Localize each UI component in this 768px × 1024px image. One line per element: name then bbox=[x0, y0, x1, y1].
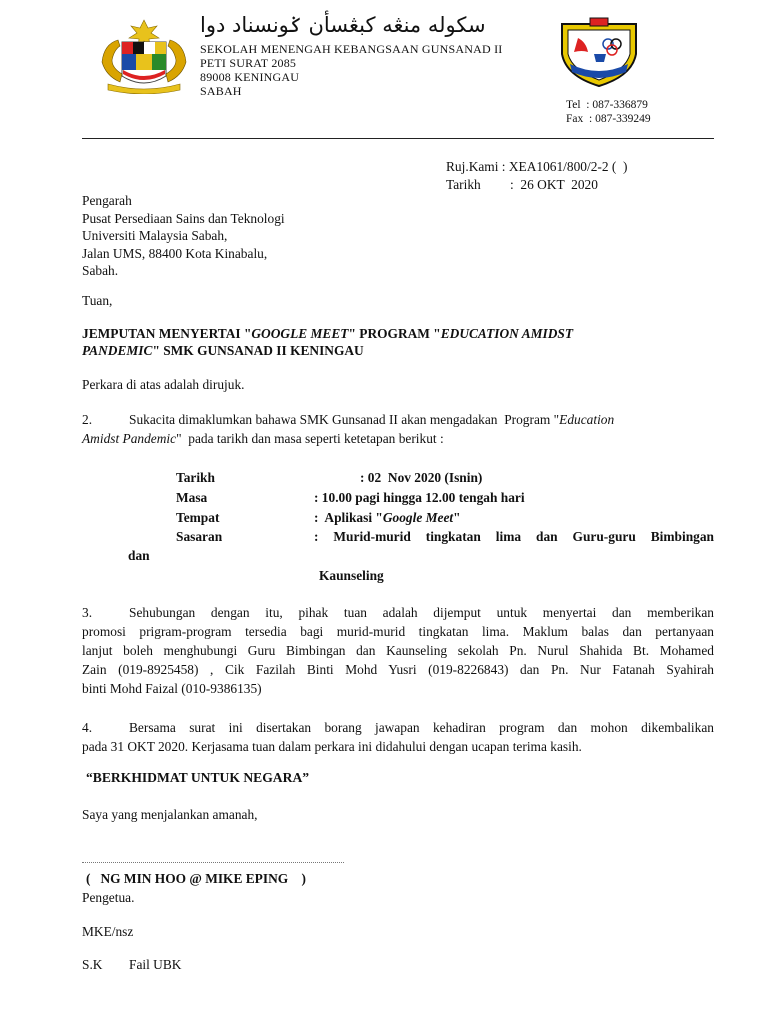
paragraph-line: lanjut boleh menghubungi Guru Bimbingan dan Kaunseling sekolah Pn. Nurul Shahida Bt. Mohamed bbox=[82, 643, 714, 658]
detail-italic: Google Meet bbox=[382, 510, 454, 525]
date-value: : 26 OKT 2020 bbox=[510, 177, 598, 192]
detail-text: " bbox=[453, 510, 461, 525]
paragraph-2 bbox=[82, 410, 714, 448]
detail-label-tempat: Tempat bbox=[176, 510, 220, 525]
salutation: Tuan, bbox=[82, 293, 113, 308]
coat-of-arms-logo bbox=[92, 16, 196, 94]
recipient-line: Universiti Malaysia Sabah, bbox=[82, 228, 228, 243]
paragraph-line: Zain (019-8925458) , Cik Fazilah Binti Mohd Yusri (019-8226843) dan Pn. Nur Fatanah Syahirah bbox=[82, 662, 714, 677]
fax-number: Fax : 087-339249 bbox=[566, 113, 651, 125]
paragraph-italic: Education bbox=[559, 412, 615, 427]
subject-italic: PANDEMIC bbox=[82, 343, 153, 358]
subject-heading bbox=[82, 325, 714, 359]
paragraph-line: Sehubungan dengan itu, pihak tuan adalah dijemput untuk menyertai dan memberikan bbox=[129, 605, 714, 620]
subject-text: " PROGRAM " bbox=[348, 326, 441, 341]
header-divider bbox=[82, 138, 714, 139]
detail-text: : Aplikasi " bbox=[314, 510, 383, 525]
recipient-line: Pusat Persediaan Sains dan Teknologi bbox=[82, 210, 285, 226]
school-crest-logo bbox=[554, 16, 644, 88]
closing-line: Saya yang menjalankan amanah, bbox=[82, 807, 258, 822]
paragraph-3-number: 3. bbox=[82, 605, 93, 620]
subject-text: JEMPUTAN MENYERTAI " bbox=[82, 326, 252, 341]
paragraph-line: pada 31 OKT 2020. Kerjasama tuan dalam perkara ini didahului dengan ucapan terima kasih. bbox=[82, 739, 582, 754]
tel-number: Tel : 087-336879 bbox=[566, 99, 648, 111]
recipient-line: Jalan UMS, 88400 Kota Kinabalu, bbox=[82, 245, 268, 261]
subject-text: " SMK GUNSANAD II KENINGAU bbox=[152, 343, 364, 358]
detail-label-masa: Masa bbox=[176, 490, 208, 505]
paragraph-line: Bersama surat ini disertakan borang jawapan kehadiran program dan mohon dikembalikan bbox=[129, 720, 714, 735]
address-line-3: SABAH bbox=[200, 84, 242, 98]
school-name-jawi: سکوله منڠه کبڠسأن ݢونسناد دوا bbox=[200, 13, 486, 37]
paragraph-4 bbox=[82, 718, 714, 756]
paragraph-text: " pada tarikh dan masa seperti ketetapan berikut : bbox=[176, 431, 444, 446]
detail-label-tarikh: Tarikh bbox=[176, 470, 215, 485]
address-line-2: 89008 KENINGAU bbox=[200, 70, 300, 84]
subject-italic: EDUCATION AMIDST bbox=[440, 326, 574, 341]
paragraph-2-number: 2. bbox=[82, 412, 93, 427]
detail-value-masa: : 10.00 pagi hingga 12.00 tengah hari bbox=[314, 490, 525, 505]
paragraph-3 bbox=[82, 603, 714, 698]
detail-sasaran-cont: Kaunseling bbox=[319, 568, 384, 583]
detail-value-sasaran: : Murid-murid tingkatan lima dan Guru-guru Bimbingan bbox=[314, 529, 714, 544]
detail-label-sasaran: Sasaran bbox=[176, 529, 223, 544]
paragraph-italic: Amidst Pandemic bbox=[82, 431, 177, 446]
detail-sasaran-dan: dan bbox=[128, 548, 150, 563]
paragraph-text: Sukacita dimaklumkan bahawa SMK Gunsanad II akan mengadakan Program " bbox=[129, 412, 560, 427]
recipient-line: Sabah. bbox=[82, 263, 119, 278]
paragraph-4-number: 4. bbox=[82, 720, 93, 735]
address-line-1: PETI SURAT 2085 bbox=[200, 56, 297, 70]
signatory-name: ( NG MIN HOO @ MIKE EPING ) bbox=[86, 871, 307, 886]
paragraph-line: promosi prigram-program tersedia bagi murid-murid tingkatan lima. Maklum balas dan pertanyaan bbox=[82, 624, 714, 639]
intro-paragraph: Perkara di atas adalah dirujuk. bbox=[82, 377, 245, 392]
reference-initials: MKE/nsz bbox=[82, 924, 134, 939]
paragraph-line: binti Mohd Faizal (010-9386135) bbox=[82, 681, 262, 696]
motto: “BERKHIDMAT UNTUK NEGARA” bbox=[86, 770, 310, 785]
reference-number: Ruj.Kami : XEA1061/800/2-2 ( ) bbox=[446, 159, 628, 174]
subject-italic: GOOGLE MEET bbox=[251, 326, 349, 341]
signature-line bbox=[82, 862, 344, 863]
detail-value-tarikh: : 02 Nov 2020 (Isnin) bbox=[360, 470, 483, 485]
school-name: SEKOLAH MENENGAH KEBANGSAAN GUNSANAD II bbox=[200, 42, 503, 56]
date-label: Tarikh bbox=[446, 177, 481, 192]
detail-value-tempat bbox=[314, 508, 461, 528]
recipient-address bbox=[82, 192, 285, 280]
copy-to-label: S.K bbox=[82, 957, 103, 972]
copy-to-value: Fail UBK bbox=[129, 957, 182, 972]
recipient-line: Pengarah bbox=[82, 193, 132, 208]
signatory-title: Pengetua. bbox=[82, 890, 135, 905]
